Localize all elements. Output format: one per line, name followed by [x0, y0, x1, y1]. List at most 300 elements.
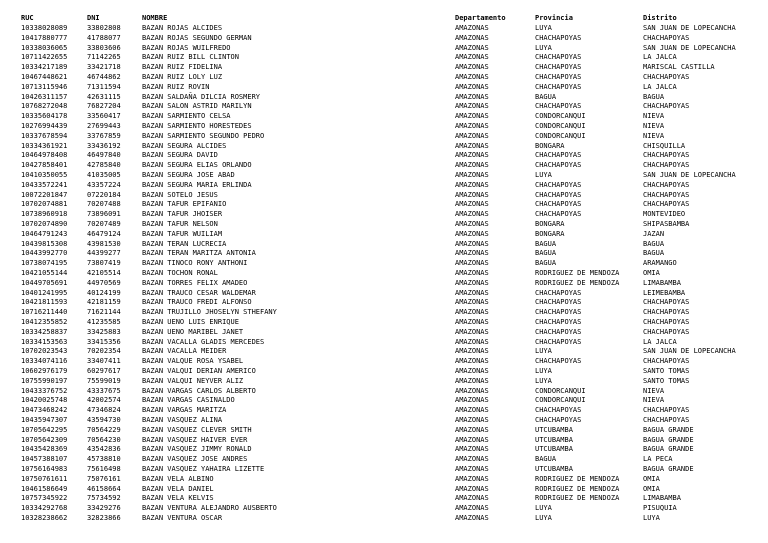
- distrito-cell: CHACHAPOYAS: [643, 161, 690, 170]
- nombre-cell: BAZAN VELA KELVIS: [142, 494, 214, 503]
- nombre-cell: BAZAN SARMIENTO HORESTEDES: [142, 122, 252, 130]
- departamento-cell: AMAZONAS: [455, 180, 489, 189]
- distrito-cell: MONTEVIDEO: [643, 210, 686, 219]
- distrito-cell: SAN JUAN DE LOPECANCHA: [643, 24, 736, 32]
- distrito-cell: CHACHAPOYAS: [643, 190, 690, 199]
- ruc-cell: 10702074881: [21, 200, 68, 209]
- nombre-cell: BAZAN TRUJILLO JHOSELYN STHEFANY: [142, 308, 277, 317]
- departamento-cell: AMAZONAS: [455, 220, 489, 228]
- departamento-cell: AMAZONAS: [455, 24, 489, 32]
- ruc-cell: 10334217189: [21, 63, 68, 72]
- dni-cell: 33803606: [87, 43, 121, 52]
- nombre-cell: BAZAN TAFUR JHOISER: [142, 210, 223, 219]
- nombre-cell: BAZAN TAFUR WUILIAM: [142, 229, 223, 238]
- ruc-cell: 10334292768: [21, 504, 68, 513]
- departamento-cell: AMAZONAS: [455, 112, 489, 121]
- dni-cell: 43594730: [87, 416, 121, 424]
- ruc-cell: 10334361921: [21, 141, 68, 150]
- distrito-cell: CHACHAPOYAS: [643, 318, 690, 326]
- distrito-cell: LA JALCA: [643, 337, 677, 346]
- ruc-cell: 10417880777: [21, 33, 68, 42]
- nombre-cell: BAZAN SOTELO JESUS: [142, 190, 218, 199]
- departamento-cell: AMAZONAS: [455, 308, 489, 317]
- provincia-cell: BONGARA: [535, 229, 565, 238]
- ruc-cell: 10334153563: [21, 337, 68, 346]
- provincia-cell: RODRIGUEZ DE MENDOZA: [535, 494, 620, 503]
- nombre-cell: BAZAN VASQUEZ HAIVER EVER: [142, 435, 248, 444]
- provincia-cell: CHACHAPOYAS: [535, 288, 582, 297]
- distrito-cell: CHACHAPOYAS: [643, 180, 690, 189]
- dni-cell: 47346824: [87, 406, 121, 415]
- provincia-cell: UTCUBAMBA: [535, 425, 573, 434]
- ruc-cell: 10738960918: [21, 210, 68, 219]
- dni-cell: 73896091: [87, 210, 121, 219]
- distrito-cell: CHACHAPOYAS: [643, 73, 690, 81]
- dni-cell: 33802808: [87, 24, 121, 32]
- departamento-cell: AMAZONAS: [455, 141, 489, 150]
- provincia-cell: CONDORCANQUI: [535, 396, 586, 405]
- nombre-cell: BAZAN TAFUR NELSON: [142, 220, 218, 228]
- nombre-cell: BAZAN TINOCO RONY ANTHONI: [142, 259, 248, 268]
- departamento-cell: AMAZONAS: [455, 92, 489, 101]
- distrito-cell: OMIA: [643, 269, 660, 277]
- departamento-cell: AMAZONAS: [455, 249, 489, 258]
- provincia-cell: CHACHAPOYAS: [535, 298, 582, 307]
- departamento-cell: AMAZONAS: [455, 288, 489, 297]
- nombre-cell: BAZAN RUIZ ROVIN: [142, 82, 210, 91]
- ruc-cell: 10412355852: [21, 318, 68, 326]
- provincia-cell: UTCUBAMBA: [535, 435, 573, 444]
- departamento-cell: AMAZONAS: [455, 73, 489, 81]
- dni-cell: 42631115: [87, 92, 121, 101]
- nombre-cell: BAZAN VALQUI DERIAN AMERICO: [142, 367, 256, 375]
- dni-cell: 46158664: [87, 484, 121, 493]
- departamento-cell: AMAZONAS: [455, 504, 489, 513]
- distrito-cell: NIEVA: [643, 386, 665, 395]
- nombre-cell: BAZAN ROJAS WUILFREDO: [142, 43, 231, 52]
- ruc-cell: 10464978408: [21, 151, 68, 160]
- provincia-cell: BONGARA: [535, 220, 565, 228]
- provincia-cell: CHACHAPOYAS: [535, 318, 582, 326]
- nombre-cell: BAZAN SEGURA ELIAS ORLANDO: [142, 161, 252, 170]
- dni-cell: 40124199: [87, 288, 121, 297]
- ruc-cell: 10443992770: [21, 249, 68, 258]
- distrito-cell: LEIMEBAMBA: [643, 288, 686, 297]
- dni-cell: 75616498: [87, 465, 121, 473]
- ruc-cell: 10757345922: [21, 494, 68, 503]
- ruc-cell: 10738074195: [21, 259, 68, 268]
- provincia-cell: CHACHAPOYAS: [535, 337, 582, 346]
- header-dni: DNI: [87, 14, 100, 22]
- departamento-cell: AMAZONAS: [455, 494, 489, 503]
- provincia-cell: BONGARA: [535, 141, 565, 150]
- provincia-cell: CONDORCANQUI: [535, 386, 586, 395]
- departamento-cell: AMAZONAS: [455, 347, 489, 356]
- dni-cell: 27699443: [87, 122, 121, 130]
- provincia-cell: CHACHAPOYAS: [535, 416, 582, 424]
- provincia-cell: BAGUA: [535, 249, 557, 258]
- departamento-cell: AMAZONAS: [455, 33, 489, 42]
- ruc-cell: 10338028089: [21, 24, 68, 32]
- distrito-cell: CHACHAPOYAS: [643, 327, 690, 336]
- ruc-cell: 10433376752: [21, 386, 68, 395]
- distrito-cell: LIMABAMBA: [643, 278, 681, 287]
- nombre-cell: BAZAN UENO MARIBEL JANET: [142, 327, 244, 336]
- provincia-cell: BAGUA: [535, 455, 557, 464]
- provincia-cell: CONDORCANQUI: [535, 122, 586, 130]
- provincia-cell: CHACHAPOYAS: [535, 53, 582, 62]
- distrito-cell: NIEVA: [643, 396, 665, 405]
- ruc-cell: 10420025748: [21, 396, 68, 405]
- nombre-cell: BAZAN TOCHON RONAL: [142, 269, 218, 277]
- provincia-cell: RODRIGUEZ DE MENDOZA: [535, 269, 620, 277]
- nombre-cell: BAZAN SEGURA ALCIDES: [142, 141, 227, 150]
- nombre-cell: BAZAN TRAUCO FREDI ALFONSO: [142, 298, 252, 307]
- ruc-cell: 10334074116: [21, 357, 68, 366]
- distrito-cell: CHACHAPOYAS: [643, 406, 690, 415]
- dni-cell: 33436192: [87, 141, 121, 150]
- distrito-cell: ARAMANGO: [643, 259, 677, 268]
- departamento-cell: AMAZONAS: [455, 455, 489, 464]
- provincia-cell: CHACHAPOYAS: [535, 308, 582, 317]
- dni-cell: 33429276: [87, 504, 121, 513]
- dni-cell: 42002574: [87, 396, 121, 405]
- dni-cell: 73807419: [87, 259, 121, 268]
- ruc-cell: 10768272048: [21, 102, 68, 111]
- departamento-cell: AMAZONAS: [455, 278, 489, 287]
- ruc-cell: 10335604178: [21, 112, 68, 121]
- provincia-cell: CHACHAPOYAS: [535, 161, 582, 170]
- departamento-cell: AMAZONAS: [455, 474, 489, 483]
- nombre-cell: BAZAN VASQUEZ ALINA: [142, 416, 223, 424]
- departamento-cell: AMAZONAS: [455, 416, 489, 424]
- provincia-cell: CHACHAPOYAS: [535, 327, 582, 336]
- distrito-cell: LA JALCA: [643, 53, 677, 62]
- dni-cell: 46744862: [87, 73, 121, 81]
- provincia-cell: CHACHAPOYAS: [535, 180, 582, 189]
- departamento-cell: AMAZONAS: [455, 357, 489, 366]
- distrito-cell: BAGUA GRANDE: [643, 425, 694, 434]
- ruc-cell: 10467448621: [21, 73, 68, 81]
- dni-cell: 75599019: [87, 376, 121, 385]
- departamento-cell: AMAZONAS: [455, 396, 489, 405]
- nombre-cell: BAZAN ROJAS SEGUNDO GERMAN: [142, 33, 252, 42]
- ruc-cell: 10705642309: [21, 435, 68, 444]
- provincia-cell: LUYA: [535, 347, 552, 356]
- departamento-cell: AMAZONAS: [455, 161, 489, 170]
- dni-cell: 71142265: [87, 53, 121, 62]
- provincia-cell: CHACHAPOYAS: [535, 406, 582, 415]
- dni-cell: 76827204: [87, 102, 121, 111]
- nombre-cell: BAZAN VASQUEZ JIMMY RONALD: [142, 445, 252, 454]
- distrito-cell: BAGUA GRANDE: [643, 445, 694, 454]
- ruc-cell: 10439815308: [21, 239, 68, 248]
- nombre-cell: BAZAN VENTURA ALEJANDRO AUSBERTO: [142, 504, 277, 513]
- departamento-cell: AMAZONAS: [455, 406, 489, 415]
- departamento-cell: AMAZONAS: [455, 435, 489, 444]
- dni-cell: 42785840: [87, 161, 121, 170]
- provincia-cell: BAGUA: [535, 259, 557, 268]
- distrito-cell: CHACHAPOYAS: [643, 102, 690, 111]
- distrito-cell: PISUQUIA: [643, 504, 677, 513]
- departamento-cell: AMAZONAS: [455, 82, 489, 91]
- provincia-cell: LUYA: [535, 504, 552, 513]
- distrito-cell: SANTO TOMAS: [643, 367, 690, 375]
- header-distrito: Distrito: [643, 14, 677, 22]
- ruc-cell: 10755990197: [21, 376, 68, 385]
- departamento-cell: AMAZONAS: [455, 63, 489, 72]
- distrito-cell: NIEVA: [643, 112, 665, 121]
- dni-cell: 43357224: [87, 180, 121, 189]
- distrito-cell: CHACHAPOYAS: [643, 357, 690, 366]
- ruc-cell: 10756164983: [21, 465, 68, 473]
- departamento-cell: AMAZONAS: [455, 298, 489, 307]
- dni-cell: 33425883: [87, 327, 121, 336]
- distrito-cell: BAGUA: [643, 249, 665, 258]
- departamento-cell: AMAZONAS: [455, 367, 489, 375]
- ruc-cell: 10449705691: [21, 278, 68, 287]
- provincia-cell: BAGUA: [535, 239, 557, 248]
- dni-cell: 70207489: [87, 220, 121, 228]
- provincia-cell: CHACHAPOYAS: [535, 200, 582, 209]
- ruc-cell: 10435428369: [21, 445, 68, 454]
- distrito-cell: CHISQUILLA: [643, 141, 686, 150]
- ruc-cell: 10457388107: [21, 455, 68, 464]
- departamento-cell: AMAZONAS: [455, 131, 489, 140]
- distrito-cell: SANTO TOMAS: [643, 376, 690, 385]
- departamento-cell: AMAZONAS: [455, 425, 489, 434]
- departamento-cell: AMAZONAS: [455, 318, 489, 326]
- dni-cell: 70207488: [87, 200, 121, 209]
- ruc-cell: 10328238662: [21, 514, 68, 522]
- provincia-cell: LUYA: [535, 367, 552, 375]
- header-nombre: NOMBRE: [142, 14, 168, 22]
- distrito-cell: SAN JUAN DE LOPECANCHA: [643, 43, 736, 52]
- departamento-cell: AMAZONAS: [455, 259, 489, 268]
- distrito-cell: NIEVA: [643, 122, 665, 130]
- nombre-cell: BAZAN SARMIENTO CELSA: [142, 112, 231, 121]
- ruc-cell: 10337678594: [21, 131, 68, 140]
- provincia-cell: BAGUA: [535, 92, 557, 101]
- dni-cell: 45738810: [87, 455, 121, 464]
- provincia-cell: RODRIGUEZ DE MENDOZA: [535, 278, 620, 287]
- nombre-cell: BAZAN TRAUCO CESAR WALDEMAR: [142, 288, 256, 297]
- distrito-cell: BAGUA GRANDE: [643, 435, 694, 444]
- provincia-cell: CHACHAPOYAS: [535, 151, 582, 160]
- departamento-cell: AMAZONAS: [455, 269, 489, 277]
- dni-cell: 75076161: [87, 474, 121, 483]
- dni-cell: 41035005: [87, 171, 121, 179]
- distrito-cell: CHACHAPOYAS: [643, 416, 690, 424]
- departamento-cell: AMAZONAS: [455, 239, 489, 248]
- distrito-cell: CHACHAPOYAS: [643, 200, 690, 209]
- nombre-cell: BAZAN SEGURA MARIA ERLINDA: [142, 180, 252, 189]
- distrito-cell: CHACHAPOYAS: [643, 308, 690, 317]
- provincia-cell: CONDORCANQUI: [535, 112, 586, 121]
- departamento-cell: AMAZONAS: [455, 484, 489, 493]
- provincia-cell: LUYA: [535, 24, 552, 32]
- dni-cell: 33560417: [87, 112, 121, 121]
- nombre-cell: BAZAN ROJAS ALCIDES: [142, 24, 223, 32]
- dni-cell: 33421718: [87, 63, 121, 72]
- departamento-cell: AMAZONAS: [455, 102, 489, 111]
- ruc-cell: 10705642295: [21, 425, 68, 434]
- dni-cell: 70564229: [87, 425, 121, 434]
- ruc-cell: 10334258837: [21, 327, 68, 336]
- ruc-cell: 10435947307: [21, 416, 68, 424]
- ruc-cell: 10433572241: [21, 180, 68, 189]
- nombre-cell: BAZAN SARMIENTO SEGUNDO PEDRO: [142, 131, 265, 140]
- ruc-cell: 10410350055: [21, 171, 68, 179]
- ruc-cell: 10711422655: [21, 53, 68, 62]
- ruc-cell: 10473468242: [21, 406, 68, 415]
- departamento-cell: AMAZONAS: [455, 200, 489, 209]
- distrito-cell: LUYA: [643, 514, 660, 522]
- dni-cell: 33767859: [87, 131, 121, 140]
- distrito-cell: BAGUA: [643, 239, 665, 248]
- nombre-cell: BAZAN VARGAS CARLOS ALBERTO: [142, 386, 256, 395]
- provincia-cell: LUYA: [535, 171, 552, 179]
- nombre-cell: BAZAN RUIZ BILL CLINTON: [142, 53, 239, 62]
- nombre-cell: BAZAN VALQUE ROSA YSABEL: [142, 357, 244, 366]
- ruc-cell: 10338036065: [21, 43, 68, 52]
- ruc-cell: 10713115946: [21, 82, 68, 91]
- ruc-cell: 10750761611: [21, 474, 68, 483]
- departamento-cell: AMAZONAS: [455, 190, 489, 199]
- ruc-cell: 10702023543: [21, 347, 68, 356]
- nombre-cell: BAZAN VELA DANIEL: [142, 484, 214, 493]
- nombre-cell: BAZAN SALON ASTRID MARILYN: [142, 102, 252, 111]
- ruc-cell: 10421055144: [21, 269, 68, 277]
- nombre-cell: BAZAN RUIZ FIDELINA: [142, 63, 223, 72]
- provincia-cell: CHACHAPOYAS: [535, 63, 582, 72]
- departamento-cell: AMAZONAS: [455, 386, 489, 395]
- ruc-cell: 10427858401: [21, 161, 68, 170]
- distrito-cell: OMIA: [643, 484, 660, 493]
- header-departamento: Departamento: [455, 14, 506, 22]
- distrito-cell: MARISCAL CASTILLA: [643, 63, 715, 72]
- ruc-cell: 10072201847: [21, 190, 68, 199]
- dni-cell: 43981530: [87, 239, 121, 248]
- ruc-cell: 10716211440: [21, 308, 68, 317]
- nombre-cell: BAZAN VELA ALBINO: [142, 474, 214, 483]
- distrito-cell: CHACHAPOYAS: [643, 151, 690, 160]
- header-provincia: Provincia: [535, 14, 573, 22]
- nombre-cell: BAZAN UENO LUIS ENRIQUE: [142, 318, 239, 326]
- distrito-cell: NIEVA: [643, 131, 665, 140]
- nombre-cell: BAZAN VACALLA MEIDER: [142, 347, 227, 356]
- ruc-cell: 10464791243: [21, 229, 68, 238]
- ruc-cell: 10276994439: [21, 122, 68, 130]
- departamento-cell: AMAZONAS: [455, 465, 489, 473]
- dni-cell: 44970569: [87, 278, 121, 287]
- provincia-cell: LUYA: [535, 43, 552, 52]
- provincia-cell: CHACHAPOYAS: [535, 33, 582, 42]
- nombre-cell: BAZAN VALQUI NEYVER ALIZ: [142, 376, 244, 385]
- ruc-cell: 10426311157: [21, 92, 68, 101]
- dni-cell: 46479124: [87, 229, 121, 238]
- provincia-cell: CHACHAPOYAS: [535, 357, 582, 366]
- provincia-cell: LUYA: [535, 376, 552, 385]
- nombre-cell: BAZAN TAFUR EPIFANIO: [142, 200, 227, 209]
- dni-cell: 71311594: [87, 82, 121, 91]
- departamento-cell: AMAZONAS: [455, 122, 489, 130]
- nombre-cell: BAZAN VASQUEZ JOSE ANDRES: [142, 455, 248, 464]
- departamento-cell: AMAZONAS: [455, 210, 489, 219]
- ruc-cell: 10401241995: [21, 288, 68, 297]
- departamento-cell: AMAZONAS: [455, 43, 489, 52]
- nombre-cell: BAZAN TERAN MARITZA ANTONIA: [142, 249, 256, 258]
- dni-cell: 44399277: [87, 249, 121, 258]
- distrito-cell: CHACHAPOYAS: [643, 33, 690, 42]
- provincia-cell: CHACHAPOYAS: [535, 82, 582, 91]
- departamento-cell: AMAZONAS: [455, 514, 489, 522]
- nombre-cell: BAZAN SEGURA JOSE ABAD: [142, 171, 235, 179]
- ruc-cell: 10702074890: [21, 220, 68, 228]
- distrito-cell: LA PECA: [643, 455, 673, 464]
- nombre-cell: BAZAN TERAN LUCRECIA: [142, 239, 227, 248]
- departamento-cell: AMAZONAS: [455, 376, 489, 385]
- departamento-cell: AMAZONAS: [455, 445, 489, 454]
- dni-cell: 43337675: [87, 386, 121, 395]
- dni-cell: 32823866: [87, 514, 121, 522]
- departamento-cell: AMAZONAS: [455, 327, 489, 336]
- distrito-cell: LA JALCA: [643, 82, 677, 91]
- distrito-cell: CHACHAPOYAS: [643, 298, 690, 307]
- dni-cell: 70564230: [87, 435, 121, 444]
- departamento-cell: AMAZONAS: [455, 151, 489, 160]
- dni-cell: 41235585: [87, 318, 121, 326]
- dni-cell: 60297617: [87, 367, 121, 375]
- dni-cell: 42105514: [87, 269, 121, 277]
- dni-cell: 42181159: [87, 298, 121, 307]
- ruc-cell: 10602976179: [21, 367, 68, 375]
- nombre-cell: BAZAN VASQUEZ CLEVER SMITH: [142, 425, 252, 434]
- provincia-cell: UTCUBAMBA: [535, 465, 573, 473]
- distrito-cell: LIMABAMBA: [643, 494, 681, 503]
- distrito-cell: BAGUA GRANDE: [643, 465, 694, 473]
- departamento-cell: AMAZONAS: [455, 171, 489, 179]
- dni-cell: 07220184: [87, 190, 121, 199]
- distrito-cell: BAGUA: [643, 92, 665, 101]
- provincia-cell: LUYA: [535, 514, 552, 522]
- nombre-cell: BAZAN VARGAS MARITZA: [142, 406, 227, 415]
- distrito-cell: OMIA: [643, 474, 660, 483]
- dni-cell: 41788077: [87, 33, 121, 42]
- header-ruc: RUC: [21, 14, 34, 22]
- dni-cell: 75734592: [87, 494, 121, 503]
- nombre-cell: BAZAN SALDAÑA DILCIA ROSMERY: [142, 92, 261, 101]
- provincia-cell: CHACHAPOYAS: [535, 73, 582, 81]
- distrito-cell: SHIPASBAMBA: [643, 220, 690, 228]
- header-row: [0, 13, 677, 23]
- dni-cell: 71621144: [87, 308, 121, 317]
- dni-cell: 70202354: [87, 347, 121, 356]
- provincia-cell: UTCUBAMBA: [535, 445, 573, 454]
- departamento-cell: AMAZONAS: [455, 53, 489, 62]
- nombre-cell: BAZAN RUIZ LOLY LUZ: [142, 73, 223, 81]
- distrito-cell: JAZAN: [643, 229, 665, 238]
- dni-cell: 43542836: [87, 445, 121, 454]
- nombre-cell: BAZAN VARGAS CASINALDO: [142, 396, 235, 405]
- provincia-cell: CONDORCANQUI: [535, 131, 586, 140]
- provincia-cell: CHACHAPOYAS: [535, 190, 582, 199]
- nombre-cell: BAZAN SEGURA DAVID: [142, 151, 218, 160]
- dni-cell: 33407411: [87, 357, 121, 366]
- provincia-cell: RODRIGUEZ DE MENDOZA: [535, 484, 620, 493]
- ruc-cell: 10421811593: [21, 298, 68, 307]
- departamento-cell: AMAZONAS: [455, 337, 489, 346]
